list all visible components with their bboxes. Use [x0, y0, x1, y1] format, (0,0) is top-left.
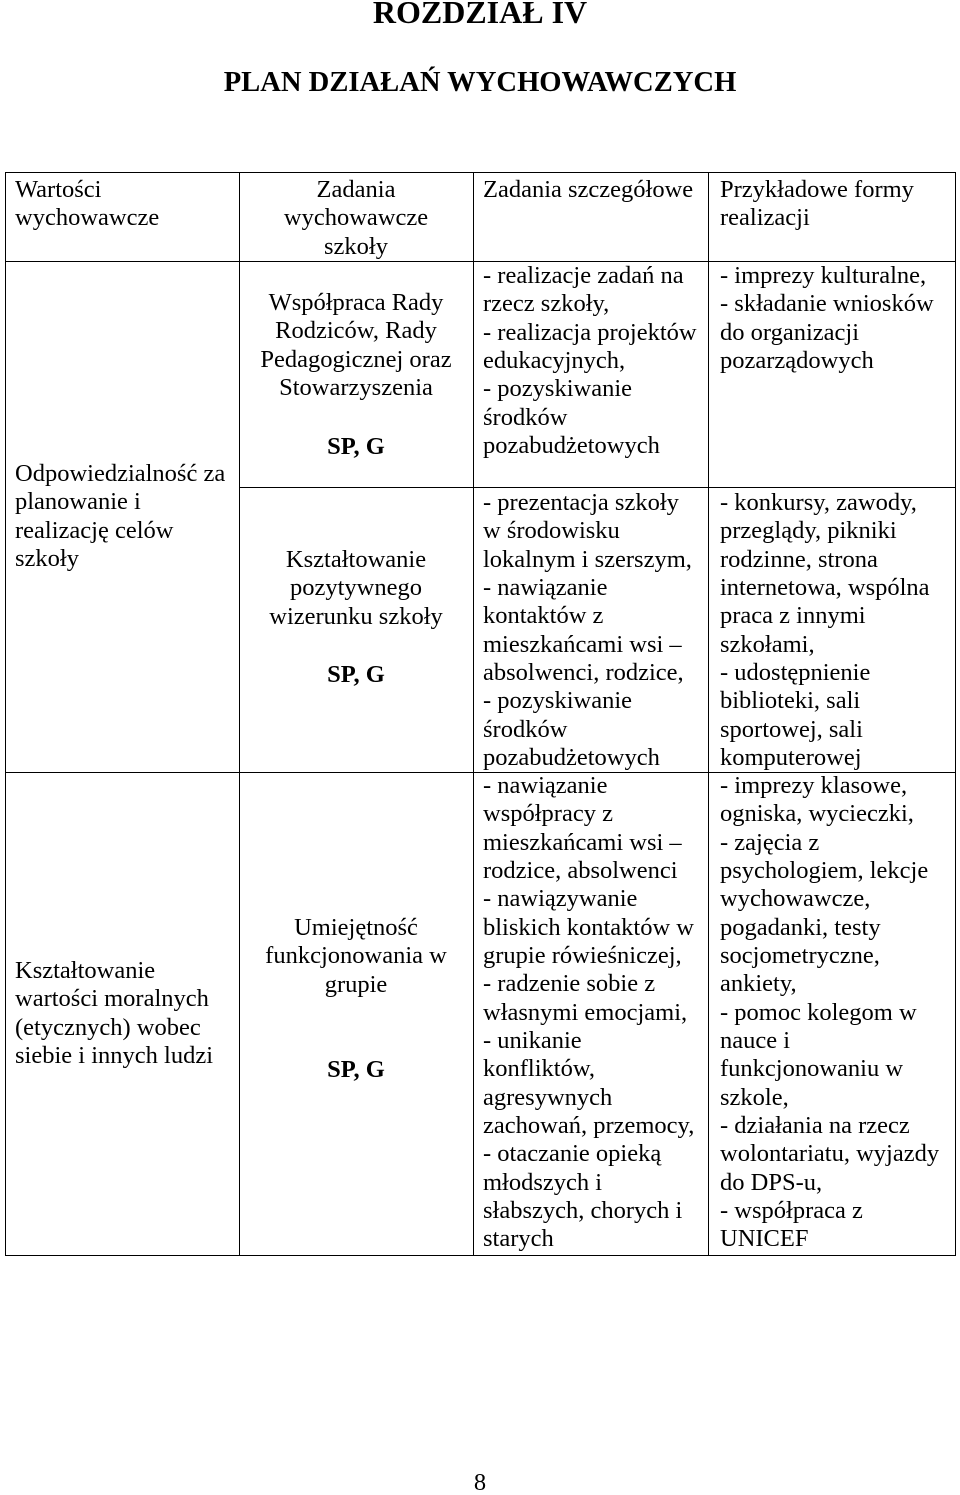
details-cell: - prezentacja szkoły w środowisku lokalnym i szerszym, - nawiązanie kontaktów z mieszkańcami wsi – absolwenci, rodzice, - pozyskiwanie środków pozabudżetowych	[483, 489, 692, 771]
table-rule-right	[955, 172, 956, 1256]
details-cell: - nawiązanie współpracy z mieszkańcami wsi – rodzice, absolwenci - nawiązywanie bliskich kontaktów w grupie rówieśniczej, - radzenie sobie z własnymi emocjami, - unikanie konfliktów, agresywnych zachowań, przemocy, - otaczanie opieką młodszych i słabszych, chorych i starych	[483, 772, 695, 1253]
forms-cell: - imprezy kulturalne, - składanie wniosków do organizacji pozarządowych	[720, 262, 934, 374]
details-cell: - realizacje zadań na rzecz szkoły, - realizacja projektów edukacyjnych, - pozyskiwanie środków pozabudżetowych	[483, 262, 697, 459]
task-cell: Współpraca Rady Rodziców, Rady Pedagogicznej oraz Stowarzyszenia	[260, 289, 452, 401]
table-rule-left	[5, 172, 6, 1256]
value-cell: Odpowiedzialność za planowanie i realizację celów szkoły	[15, 460, 226, 572]
chapter-heading: ROZDZIAŁ IV	[372, 0, 588, 30]
page-title: PLAN DZIAŁAŃ WYCHOWAWCZYCH	[223, 67, 737, 98]
level-label: SP, G	[327, 661, 385, 688]
forms-cell: - konkursy, zawody, przeglądy, pikniki rodzinne, strona internetowa, wspólna praca z innymi szkołami, - udostępnienie biblioteki, sali sportowej, sali komputerowej	[720, 489, 930, 771]
table-rule-row	[239, 487, 956, 488]
level-label: SP, G	[327, 433, 385, 460]
forms-cell: - imprezy klasowe, ogniska, wycieczki, - zajęcia z psychologiem, lekcje wychowawcze, pogadanki, testy socjometryczne, ankiety, - pomoc kolegom w nauce i funkcjonowaniu w szkole, - działania na rzecz wolontariatu, wyjazdy do DPS-u, - współpraca z UNICEF	[720, 772, 940, 1253]
header-values: Wartości wychowawcze	[15, 176, 160, 232]
level-label: SP, G	[327, 1056, 385, 1083]
table-rule-column	[473, 172, 474, 1256]
header-detailed-tasks: Zadania szczegółowe	[483, 176, 694, 203]
table-rule-column	[708, 172, 709, 1256]
page-number: 8	[473, 1469, 487, 1495]
table-rule-bottom	[5, 1255, 956, 1256]
task-cell: Umiejętność funkcjonowania w grupie	[265, 914, 447, 998]
header-forms: Przykładowe formy realizacji	[720, 176, 914, 232]
value-cell: Kształtowanie wartości moralnych (etycznych) wobec siebie i innych ludzi	[15, 957, 213, 1069]
table-rule-top	[5, 172, 956, 173]
task-cell: Kształtowanie pozytywnego wizerunku szkoły	[269, 546, 443, 630]
header-school-tasks: Zadania wychowawcze szkoły	[283, 176, 429, 260]
